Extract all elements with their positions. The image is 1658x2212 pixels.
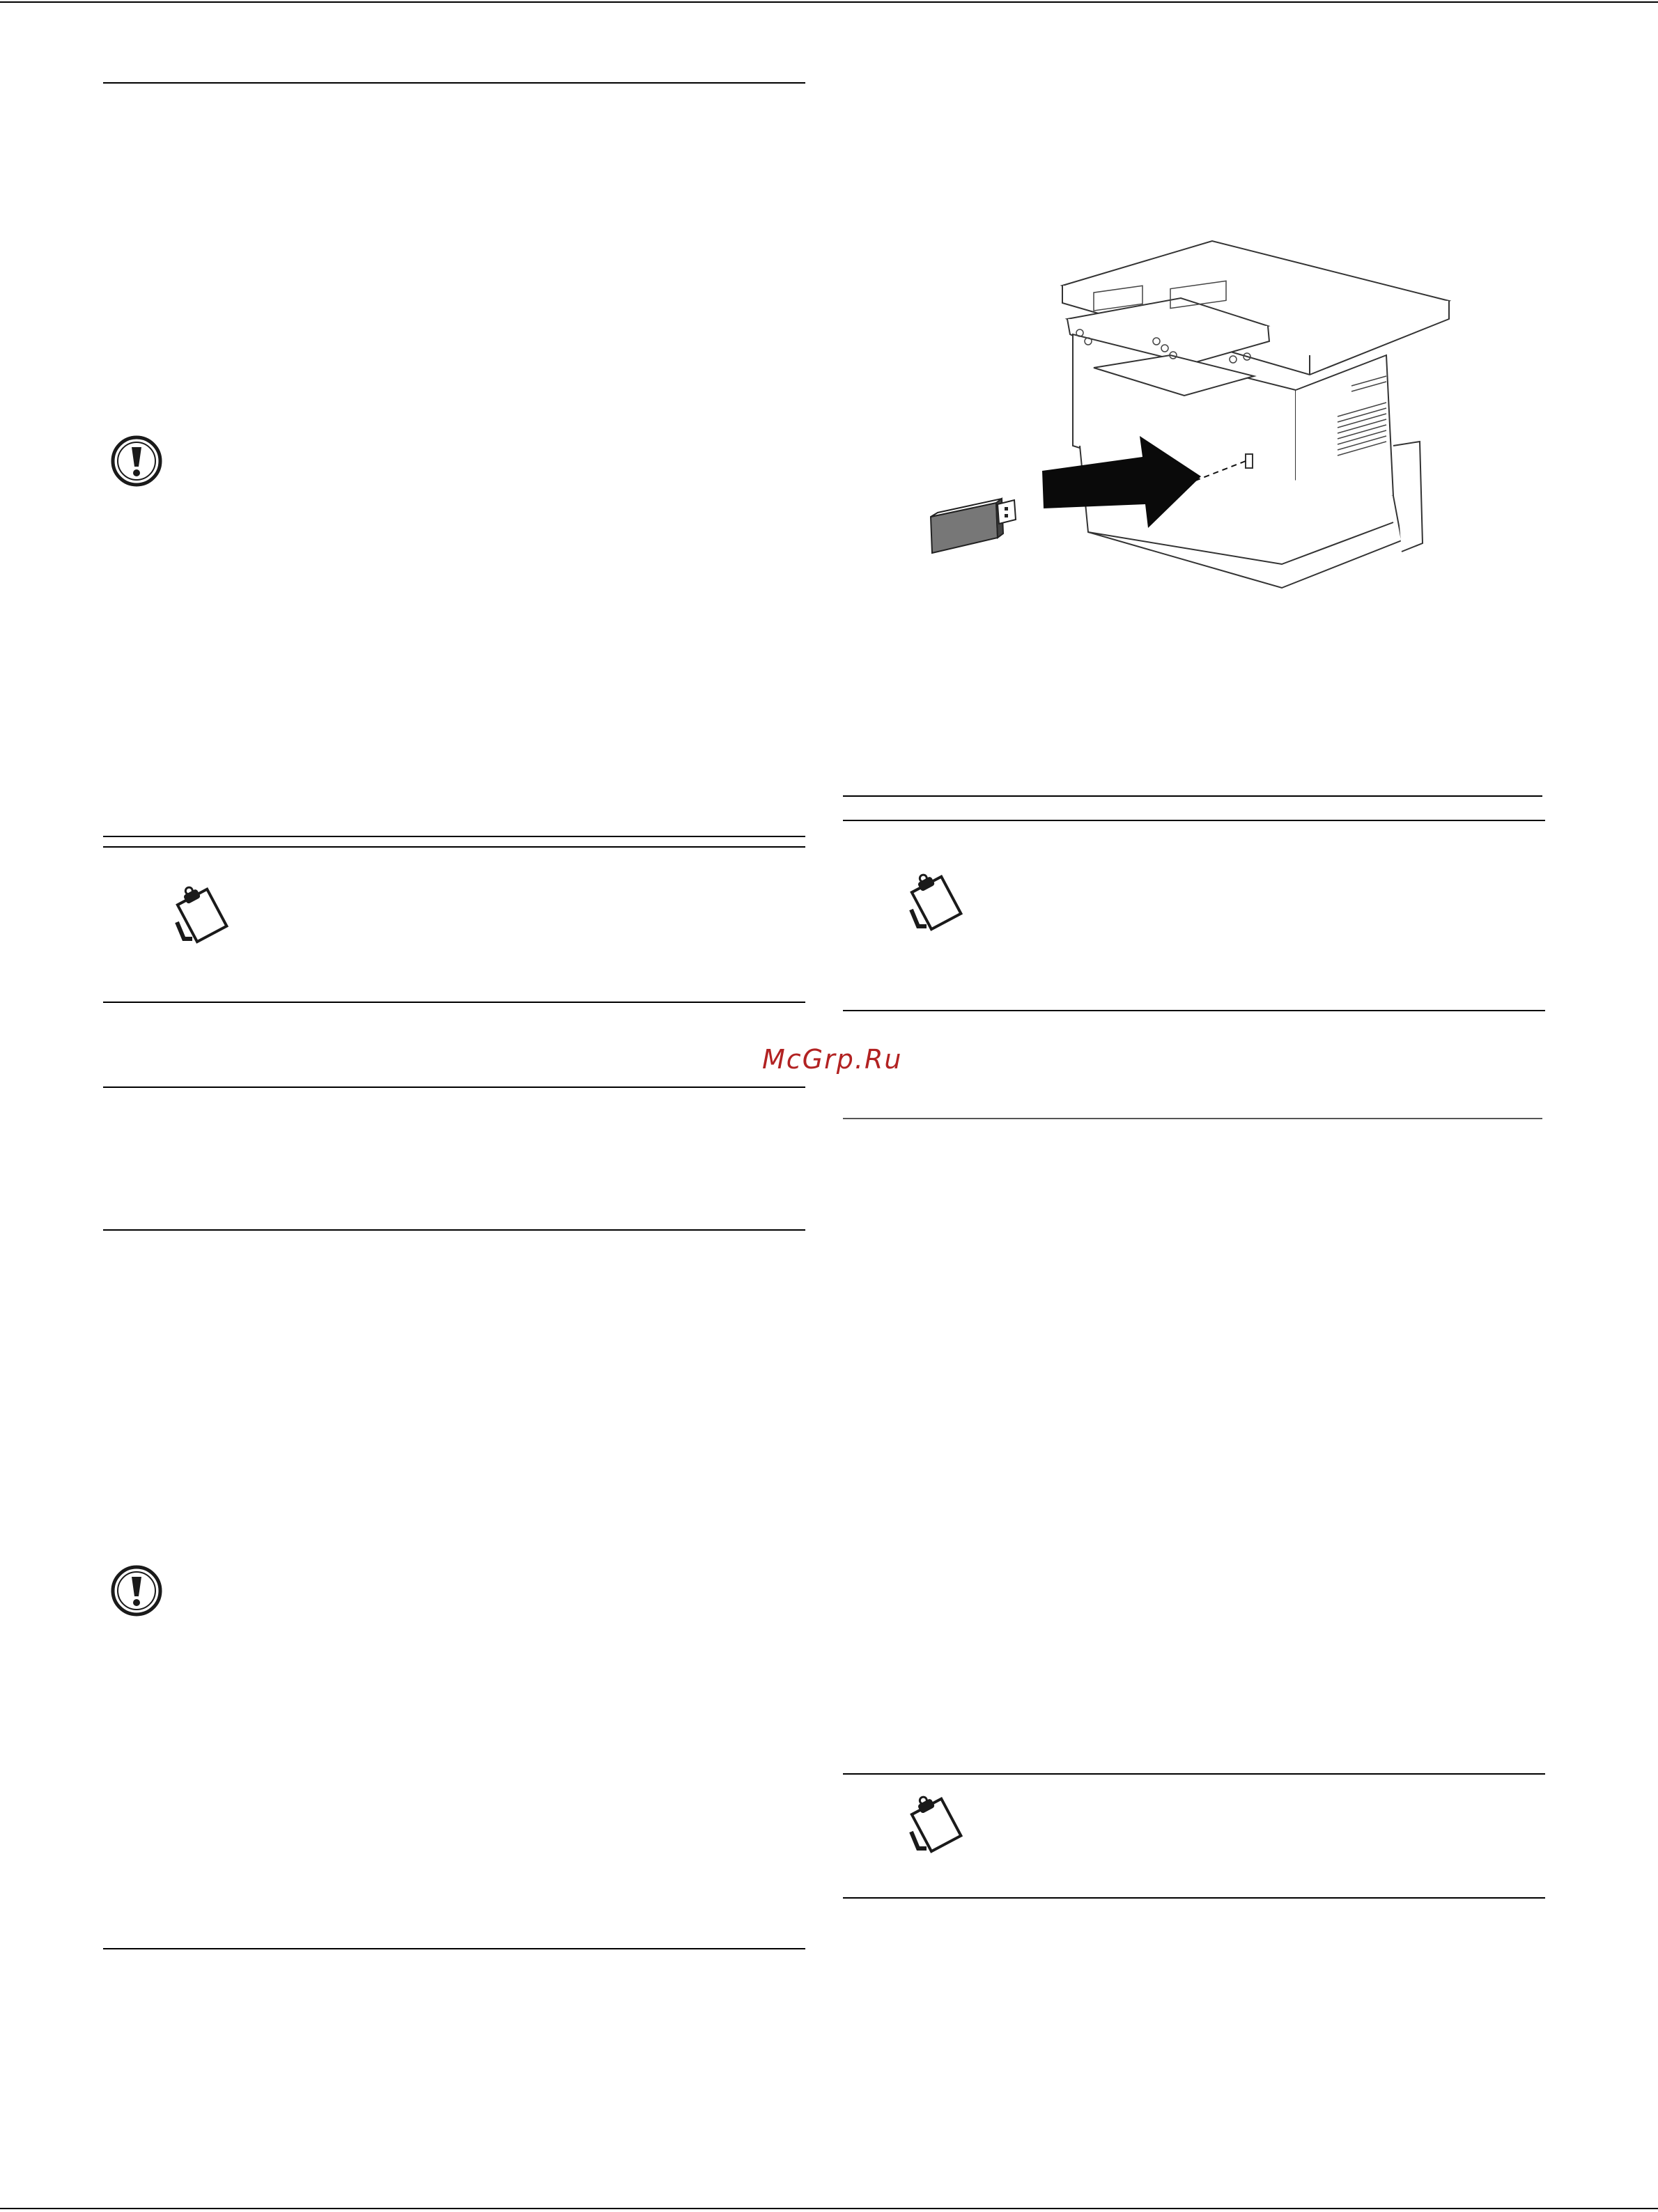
clipboard-note-icon (906, 1791, 968, 1854)
watermark: McGrp.Ru (762, 1044, 903, 1075)
right-note-rule-top-2 (843, 1773, 1545, 1775)
left-section-rule-top (103, 82, 805, 84)
note-box-rule-top-1 (103, 836, 805, 837)
exclamation-warning-icon (109, 1563, 164, 1619)
left-section-rule-2 (103, 1086, 805, 1088)
page-top-border (0, 1, 1658, 3)
right-note-rule-top (843, 820, 1545, 821)
note-box-rule-top-2 (103, 846, 805, 848)
page-bottom-border (0, 2208, 1658, 2209)
right-note-rule-bottom-2 (843, 1897, 1545, 1899)
note-box-rule-bottom (103, 1002, 805, 1003)
clipboard-note-icon (906, 869, 968, 932)
left-section-rule-3 (103, 1229, 805, 1231)
clipboard-note-icon (171, 882, 234, 944)
right-section-rule-2 (843, 1118, 1542, 1119)
exclamation-warning-icon (109, 433, 164, 489)
right-note-rule-bottom (843, 1010, 1545, 1011)
usb-key-insertion-illustration (906, 237, 1463, 599)
right-section-rule-1 (843, 795, 1542, 797)
left-section-rule-bottom (103, 1948, 805, 1949)
